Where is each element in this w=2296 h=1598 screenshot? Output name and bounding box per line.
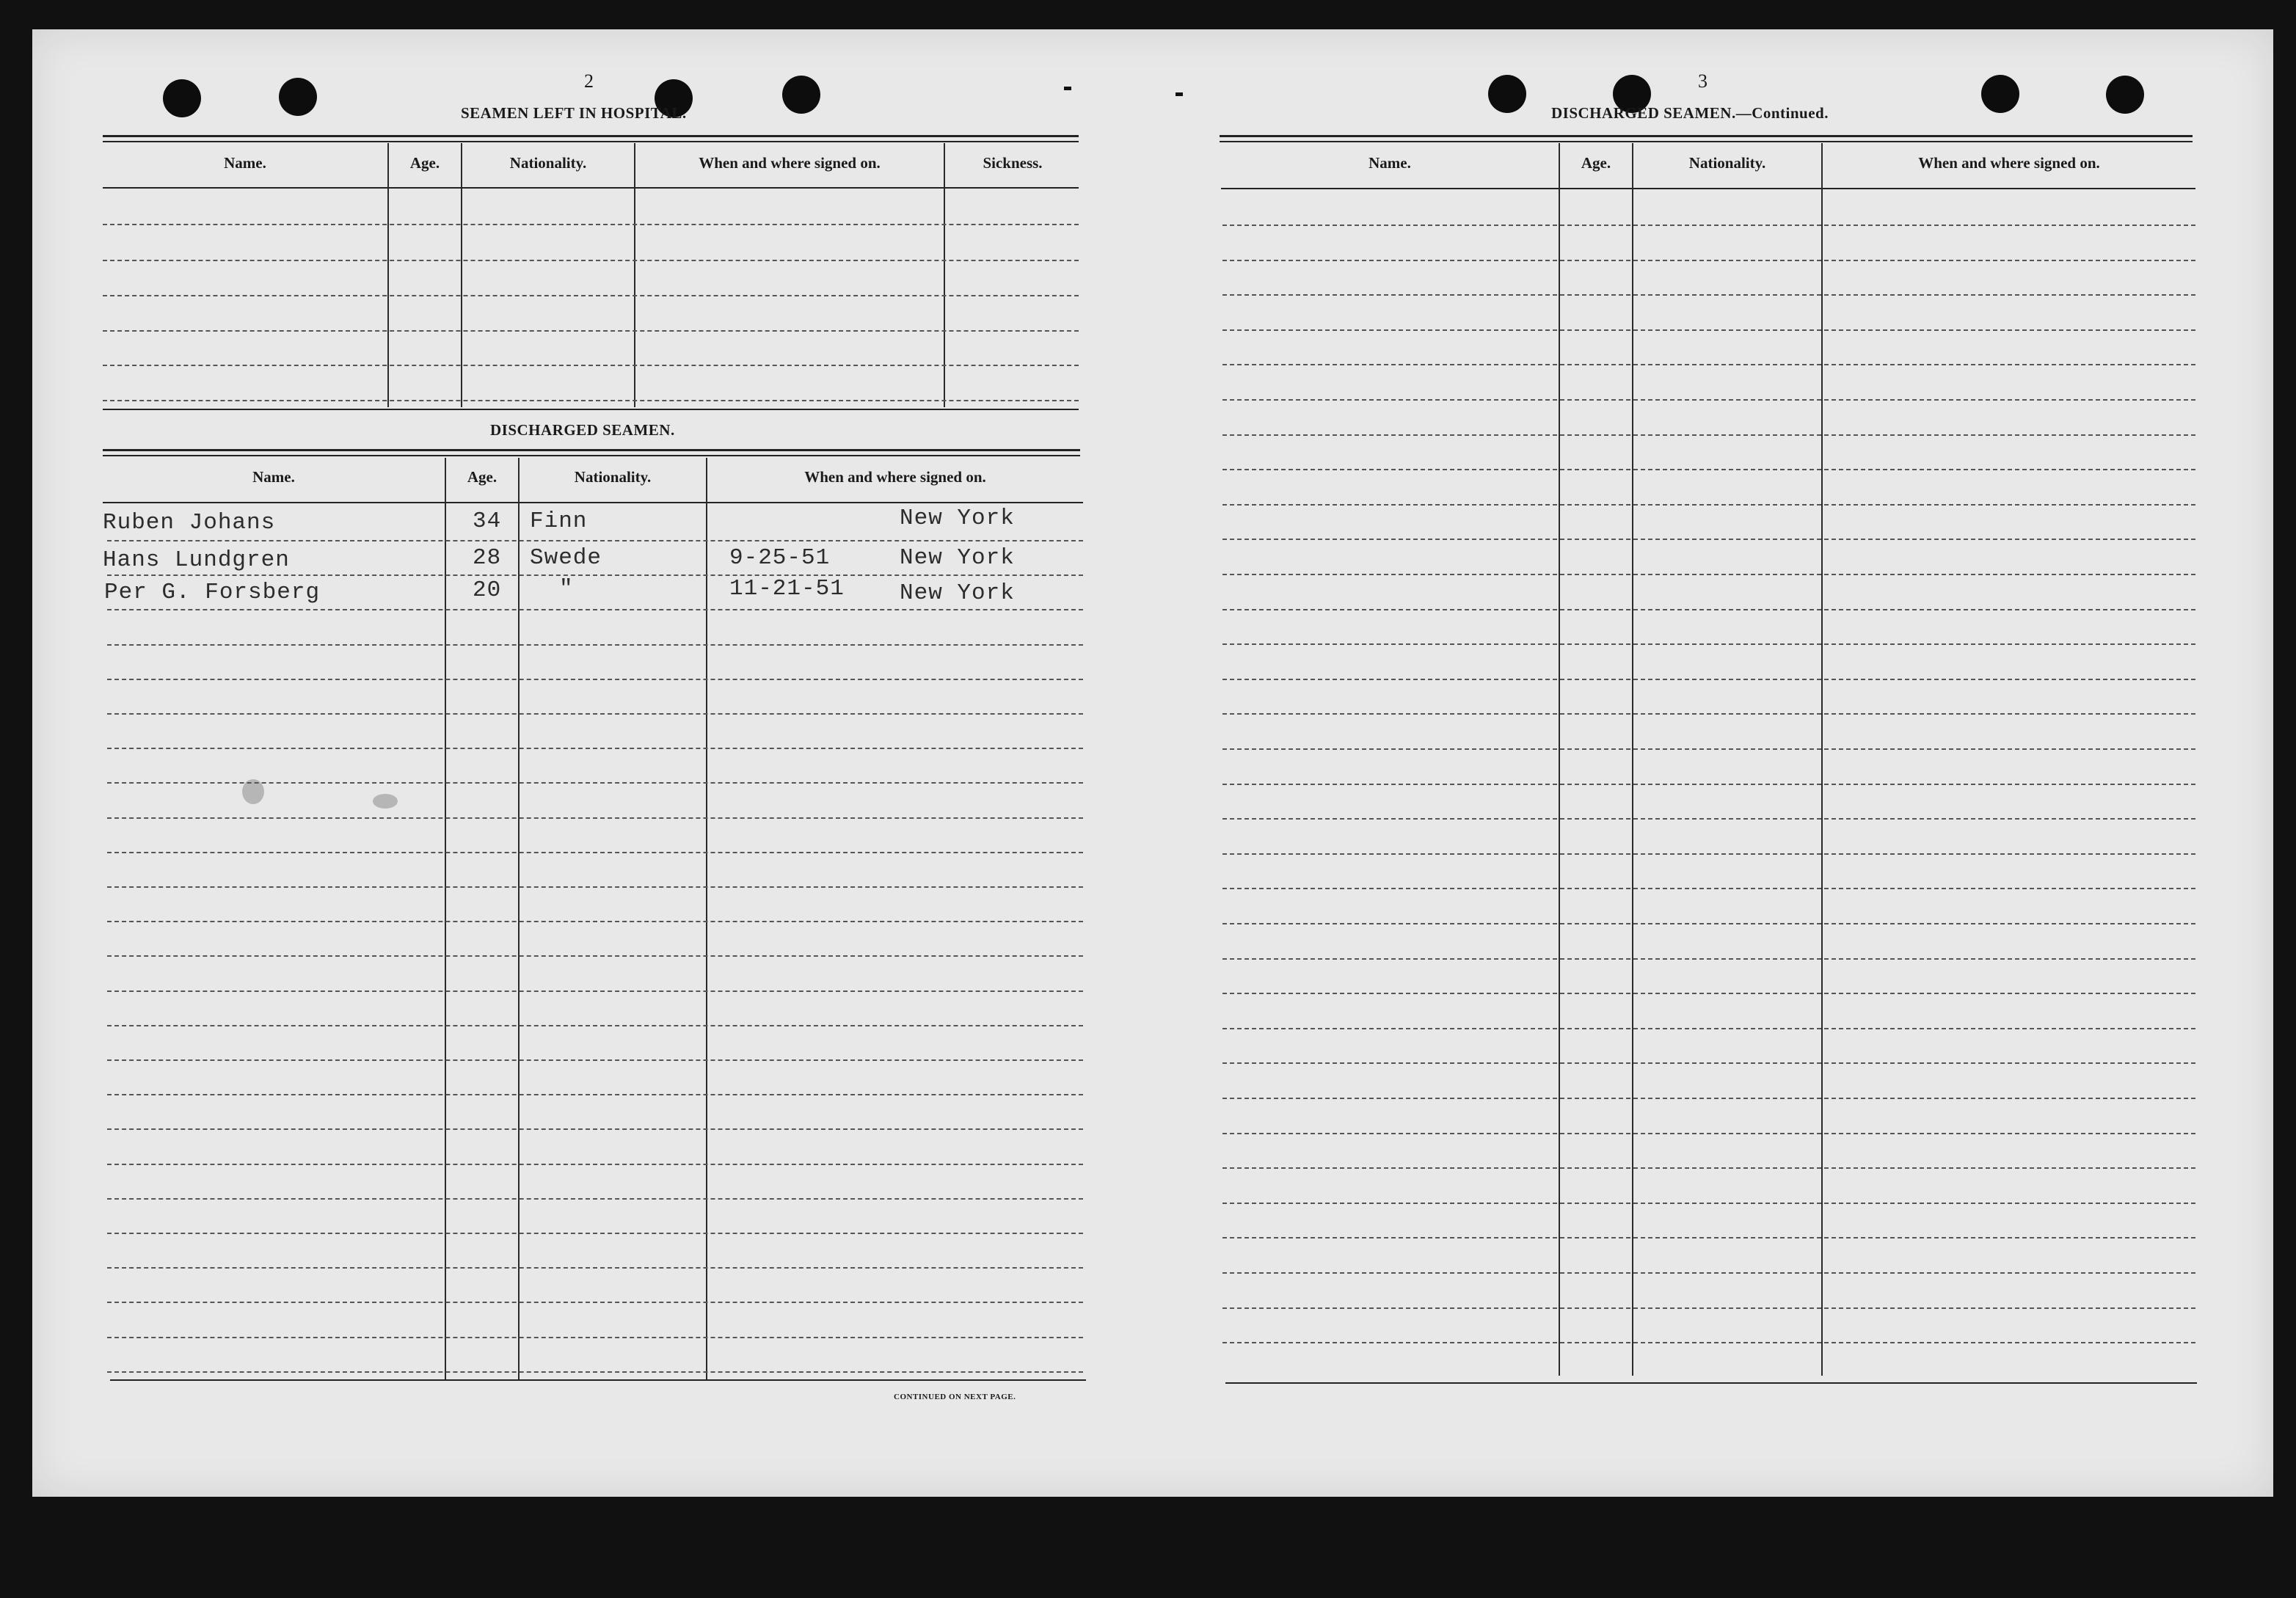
entry-line [107, 748, 1083, 749]
entry-line [1222, 294, 2195, 296]
discharged-section-title: DISCHARGED SEAMEN. [490, 421, 675, 439]
entry-line [103, 330, 1079, 332]
entry-name: Ruben Johans [103, 510, 276, 536]
entry-line [1222, 260, 2195, 261]
entry-line [103, 365, 1079, 366]
entry-line [103, 295, 1079, 296]
entry-line [103, 260, 1079, 261]
discharged-col-signed-on: When and where signed on. [804, 468, 986, 486]
entry-line [103, 400, 1079, 401]
entry-line [1222, 853, 2195, 855]
rule [1221, 188, 2195, 189]
rule [103, 135, 1079, 137]
entry-line [1222, 1237, 2195, 1238]
entry-age: 28 [473, 545, 502, 571]
binder-hole [782, 76, 820, 114]
mark [1176, 92, 1183, 96]
binder-hole [1488, 75, 1526, 113]
rule [1220, 135, 2193, 137]
rule [103, 141, 1079, 142]
entry-nationality: " [559, 576, 574, 602]
hospital-section-title: SEAMEN LEFT IN HOSPITAL. [461, 104, 687, 122]
entry-line [107, 817, 1083, 819]
entry-line [107, 990, 1083, 992]
entry-line [1222, 1028, 2195, 1029]
rule [103, 449, 1080, 451]
entry-line [107, 1337, 1083, 1338]
hospital-col-signed-on: When and where signed on. [699, 154, 881, 172]
entry-nationality: Swede [530, 545, 602, 571]
hospital-col-age: Age. [409, 154, 440, 172]
mark [1064, 87, 1071, 90]
entry-line [1222, 923, 2195, 924]
entry-line [107, 852, 1083, 853]
entry-line [1222, 364, 2195, 365]
entry-line [103, 224, 1079, 225]
entry-line [107, 609, 1083, 610]
column-divider [1821, 143, 1823, 1376]
binder-hole [2106, 76, 2144, 114]
column-divider [445, 458, 446, 1379]
entry-line [1222, 1167, 2195, 1169]
entry-line [107, 540, 1083, 541]
entry-line [1222, 1133, 2195, 1134]
entry-line [107, 1025, 1083, 1026]
smudge [373, 794, 398, 809]
right-section-title: DISCHARGED SEAMEN.—Continued. [1551, 104, 1829, 122]
entry-date: 11-21-51 [729, 576, 845, 602]
binder-hole [279, 78, 317, 116]
entry-place: New York [900, 506, 1015, 531]
entry-line [1222, 574, 2195, 575]
column-divider [461, 143, 462, 407]
entry-line [1222, 1203, 2195, 1204]
entry-line [107, 1094, 1083, 1095]
entry-line [1222, 679, 2195, 680]
entry-line [1222, 643, 2195, 645]
entry-line [107, 644, 1083, 646]
binder-hole [163, 79, 201, 117]
binder-hole [1981, 75, 2019, 113]
entry-nationality: Finn [530, 508, 588, 534]
entry-line [107, 1233, 1083, 1234]
entry-line [1222, 504, 2195, 506]
rule [103, 455, 1080, 456]
entry-line [1222, 609, 2195, 610]
entry-line [1222, 713, 2195, 715]
column-divider [518, 458, 520, 1379]
column-divider [944, 143, 945, 407]
entry-line [107, 574, 1083, 576]
right-col-age: Age. [1581, 154, 1611, 172]
right-col-name: Name. [1369, 154, 1411, 172]
entry-line [107, 1164, 1083, 1165]
entry-line [1222, 539, 2195, 540]
rule [1225, 1382, 2197, 1384]
entry-line [107, 1371, 1083, 1373]
entry-line [1222, 399, 2195, 401]
entry-line [107, 955, 1083, 957]
entry-line [107, 1128, 1083, 1130]
rule [103, 187, 1079, 189]
column-divider [706, 458, 707, 1379]
hospital-col-name: Name. [224, 154, 266, 172]
entry-line [1222, 958, 2195, 960]
entry-line [1222, 434, 2195, 436]
entry-line [1222, 1062, 2195, 1064]
entry-line [1222, 748, 2195, 750]
rule [103, 409, 1079, 410]
entry-name: Per G. Forsberg [104, 580, 321, 605]
entry-line [1222, 469, 2195, 470]
entry-line [1222, 1098, 2195, 1099]
right-col-nationality: Nationality. [1688, 154, 1766, 172]
entry-age: 20 [473, 577, 502, 603]
rule [103, 502, 1083, 503]
entry-line [1222, 1272, 2195, 1274]
entry-line [107, 713, 1083, 715]
continued-note: CONTINUED ON NEXT PAGE. [894, 1393, 1016, 1401]
hospital-col-sickness: Sickness. [983, 154, 1043, 172]
right-col-signed-on: When and where signed on. [1918, 154, 2100, 172]
column-divider [1632, 143, 1633, 1376]
column-divider [1559, 143, 1560, 1376]
entry-line [1222, 329, 2195, 331]
document-sheet [32, 29, 2273, 1497]
discharged-col-nationality: Nationality. [574, 468, 652, 486]
entry-line [107, 679, 1083, 680]
entry-line [1222, 784, 2195, 785]
entry-line [1222, 888, 2195, 889]
entry-line [1222, 1342, 2195, 1343]
hospital-col-nationality: Nationality. [509, 154, 587, 172]
page-number-right: 3 [1698, 70, 1708, 92]
entry-age: 34 [473, 508, 502, 534]
rule [1220, 141, 2193, 142]
entry-line [107, 1198, 1083, 1200]
column-divider [634, 143, 635, 407]
entry-date: 9-25-51 [729, 545, 831, 571]
entry-line [107, 921, 1083, 922]
entry-line [1222, 818, 2195, 820]
entry-line [107, 1059, 1083, 1061]
discharged-col-age: Age. [467, 468, 498, 486]
entry-line [1222, 1307, 2195, 1309]
entry-line [107, 886, 1083, 888]
page-number-left: 2 [584, 70, 594, 92]
entry-line [107, 1267, 1083, 1269]
discharged-col-name: Name. [252, 468, 295, 486]
entry-place: New York [900, 545, 1015, 571]
rule [110, 1379, 1086, 1381]
entry-line [107, 782, 1083, 784]
column-divider [387, 143, 389, 407]
entry-name: Hans Lundgren [103, 547, 290, 573]
entry-line [107, 1302, 1083, 1303]
entry-line [1222, 993, 2195, 994]
entry-line [1222, 225, 2195, 226]
entry-place: New York [900, 580, 1015, 606]
